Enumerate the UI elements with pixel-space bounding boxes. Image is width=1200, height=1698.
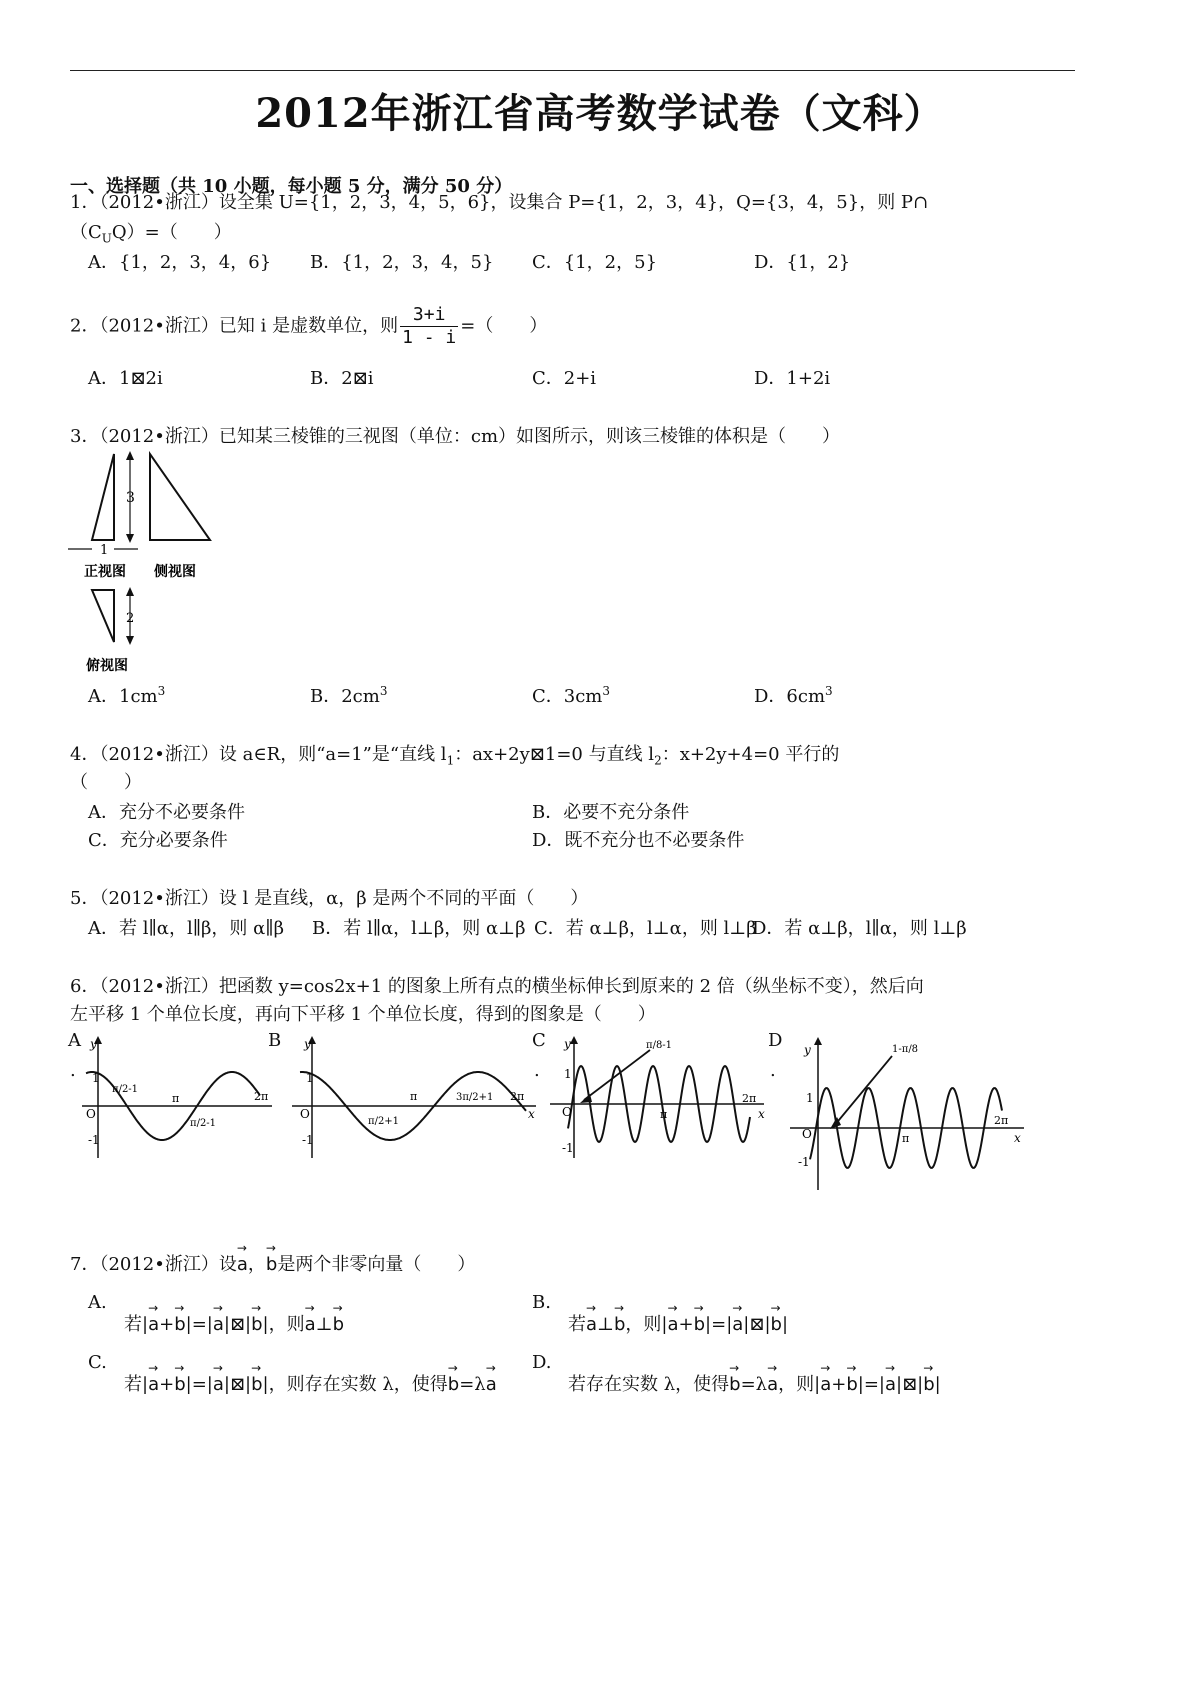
q7-option-d[interactable]: 若存在实数 λ，使得→ b=λ→ a，则|→ a+→ b|=|→ a|⊠|→ b|	[568, 1370, 941, 1396]
q7-option-b-label[interactable]: B.	[532, 1292, 551, 1313]
svg-text:2π: 2π	[254, 1090, 269, 1103]
q6-option-d[interactable]: D	[768, 1030, 783, 1051]
svg-text:y: y	[804, 1043, 811, 1057]
three-view-figure	[60, 448, 220, 680]
top-view-triangle	[92, 590, 114, 642]
q7-stem: 7．（2012•浙江）设→ a，→ b是两个非零向量（ ）	[70, 1250, 475, 1276]
q1-option-b[interactable]: B．{1，2，3，4，5}	[310, 252, 494, 273]
q5-option-a[interactable]: A．若 l∥α，l∥β，则 α∥β	[88, 918, 285, 939]
q1-stem-line1: 1．（2012•浙江）设全集 U={1，2，3，4，5，6}，设集合 P={1，2，3，4}，Q={3，4，5}，则 P∩	[70, 192, 929, 213]
svg-text:y: y	[90, 1037, 97, 1051]
svg-text:π/2-1: π/2-1	[190, 1118, 217, 1129]
q1-option-c[interactable]: C．{1，2，5}	[532, 252, 658, 273]
svg-text:1-π/8: 1-π/8	[892, 1044, 919, 1055]
q7-option-d-label[interactable]: D.	[532, 1352, 552, 1373]
q7-option-a[interactable]: 若|→ a+→ b|=|→ a|⊠|→ b|，则→ a⊥→ b	[124, 1310, 344, 1336]
q3-option-d[interactable]: D．$6cm^3$	[754, 684, 833, 707]
q7-option-b[interactable]: 若→ a⊥→ b，则|→ a+→ b|=|→ a|⊠|→ b|	[568, 1310, 788, 1336]
side-view-label: 侧视图	[154, 564, 196, 580]
svg-text:O: O	[86, 1107, 96, 1121]
dim-label-3: 3	[126, 490, 135, 506]
q3-option-b[interactable]: B．$2cm^3$	[310, 684, 388, 707]
section-heading: 一、选择题（共 10 小题，每小题 5 分，满分 50 分）	[70, 176, 513, 197]
svg-text:π: π	[172, 1092, 180, 1105]
svg-text:2π: 2π	[994, 1114, 1009, 1127]
front-view-triangle	[92, 454, 114, 540]
q2-option-b[interactable]: B．2⊠i	[310, 368, 374, 389]
dim-label-1: 1	[100, 543, 109, 558]
q4-stem-line2: （ ）	[70, 772, 142, 793]
q2-option-a[interactable]: A．1⊠2i	[88, 368, 163, 389]
page-title: 2012年浙江省高考数学试卷（文科）	[255, 90, 945, 137]
q6-option-c[interactable]: C	[532, 1030, 546, 1051]
top-view-label: 俯视图	[86, 658, 128, 674]
svg-text:π: π	[902, 1132, 910, 1145]
svg-text:1: 1	[306, 1071, 314, 1085]
front-view-label: 正视图	[84, 564, 126, 580]
svg-text:x: x	[1014, 1131, 1021, 1145]
graph-c[interactable]	[550, 1034, 770, 1164]
q4-stem-line1: 4．（2012•浙江）设 a∈R，则“a=1”是“直线 $l_1$：ax+2y⊠1=0 与直线 $l_2$：x+2y+4=0 平行的	[70, 744, 840, 768]
q6-stem-line2: 左平移 1 个单位长度，再向下平移 1 个单位长度，得到的图象是（ ）	[70, 1004, 656, 1025]
q5-stem: 5．（2012•浙江）设 l 是直线，α，β 是两个不同的平面（ ）	[70, 888, 589, 909]
q4-option-b[interactable]: B．必要不充分条件	[532, 802, 690, 823]
svg-text:1: 1	[564, 1067, 572, 1081]
svg-text:-1: -1	[798, 1155, 810, 1169]
svg-text:-1: -1	[302, 1133, 314, 1147]
q3-option-a[interactable]: A．$1cm^3$	[88, 684, 166, 707]
q6-option-b[interactable]: B	[268, 1030, 282, 1051]
svg-text:π/8-1: π/8-1	[646, 1040, 673, 1051]
q5-option-b[interactable]: B．若 l∥α，l⊥β，则 α⊥β	[312, 918, 526, 939]
svg-text:π: π	[660, 1108, 668, 1121]
q3-stem: 3．（2012•浙江）已知某三棱锥的三视图（单位：cm）如图所示，则该三棱锥的体积是（ ）	[70, 426, 841, 447]
svg-text:x: x	[528, 1107, 535, 1121]
q6-option-a[interactable]: A	[68, 1030, 81, 1051]
svg-text:y: y	[564, 1037, 571, 1051]
q2-option-c[interactable]: C．2+i	[532, 368, 597, 389]
graph-b[interactable]	[292, 1034, 542, 1164]
graph-d-callout-line	[834, 1056, 892, 1126]
svg-text:π: π	[410, 1090, 418, 1103]
q4-option-d[interactable]: D．既不充分也不必要条件	[532, 830, 745, 851]
q6-option-d-dot: .	[770, 1060, 776, 1081]
q4-option-a[interactable]: A．充分不必要条件	[88, 802, 245, 823]
q6-option-a-dot: .	[70, 1060, 76, 1081]
q3-option-c[interactable]: C．$3cm^3$	[532, 684, 611, 707]
q1-option-a[interactable]: A．{1，2，3，4，6}	[88, 252, 272, 273]
svg-text:O: O	[562, 1105, 572, 1119]
q7-option-c[interactable]: 若|→ a+→ b|=|→ a|⊠|→ b|，则存在实数 λ，使得→ b=λ→ a	[124, 1370, 497, 1396]
graph-a[interactable]	[82, 1034, 278, 1164]
q5-option-d[interactable]: D．若 α⊥β，l∥α，则 l⊥β	[752, 918, 967, 939]
svg-text:1: 1	[92, 1071, 100, 1085]
dim-label-2: 2	[126, 611, 135, 626]
side-view-triangle	[150, 454, 210, 540]
q5-option-c[interactable]: C．若 α⊥β，l⊥α，则 l⊥β	[534, 918, 757, 939]
svg-text:1: 1	[806, 1091, 814, 1105]
graph-d[interactable]	[790, 1034, 1030, 1194]
q2-fraction: $\frac{3+i}{1 - i}$	[402, 304, 457, 348]
q2-option-d[interactable]: D．1+2i	[754, 368, 831, 389]
svg-text:-1: -1	[562, 1141, 574, 1155]
svg-text:-1: -1	[88, 1133, 100, 1147]
q1-stem-line2: $(C_UQ)=$（ ）	[70, 222, 232, 246]
q1-option-d[interactable]: D．{1，2}	[754, 252, 851, 273]
svg-text:π/2+1: π/2+1	[368, 1116, 400, 1127]
svg-text:O: O	[300, 1107, 310, 1121]
q4-option-c[interactable]: C．充分必要条件	[88, 830, 228, 851]
svg-text:y: y	[304, 1037, 311, 1051]
graph-c-callout-line	[584, 1050, 650, 1100]
svg-text:π/2-1: π/2-1	[112, 1084, 139, 1095]
q6-option-c-dot: .	[534, 1060, 540, 1081]
q7-option-c-label[interactable]: C.	[88, 1352, 107, 1373]
q7-option-a-label[interactable]: A.	[88, 1292, 107, 1313]
svg-text:O: O	[802, 1127, 812, 1141]
q2-stem: 2．（2012•浙江）已知 i 是虚数单位，则 $\frac{3+i}{1 - i}$ =（ ）	[70, 304, 548, 348]
svg-text:2π: 2π	[742, 1092, 757, 1105]
svg-text:2π: 2π	[510, 1090, 525, 1103]
q6-stem-line1: 6．（2012•浙江）把函数 y=cos2x+1 的图象上所有点的横坐标伸长到原来的 2 倍（纵坐标不变），然后向	[70, 976, 924, 997]
svg-text:3π/2+1: 3π/2+1	[456, 1092, 494, 1103]
svg-text:x: x	[758, 1107, 765, 1121]
top-rule	[70, 70, 1075, 71]
